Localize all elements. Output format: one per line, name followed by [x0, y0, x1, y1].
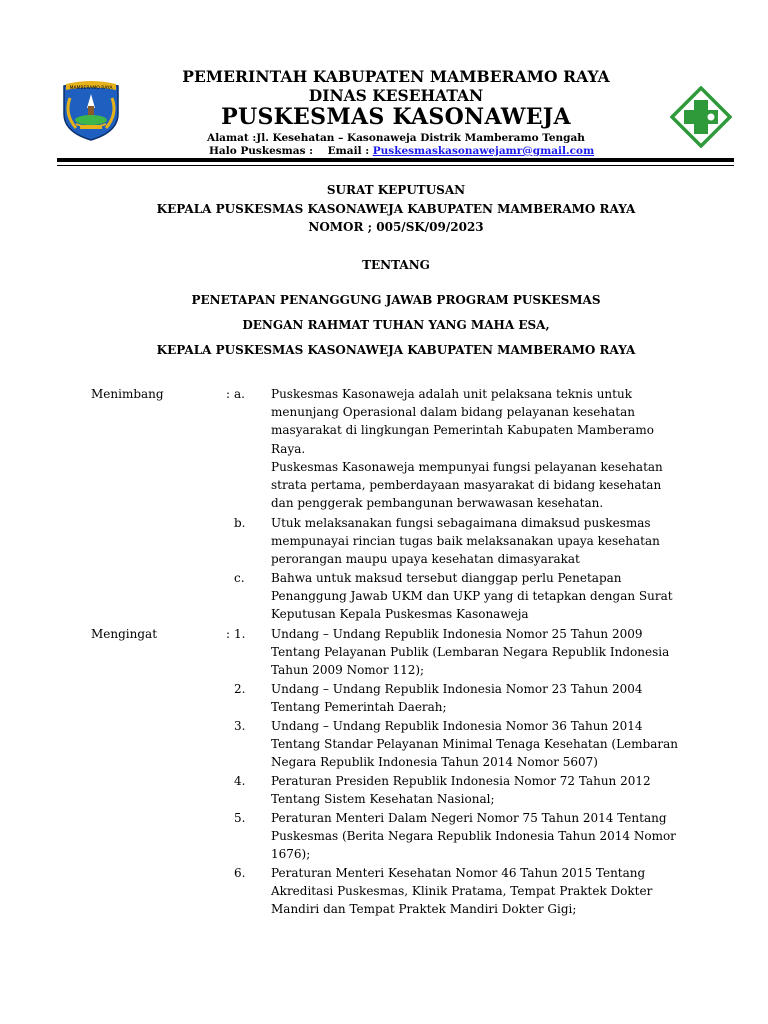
mengingat-colon: :: [226, 627, 231, 641]
address-line: Alamat :Jl. Kesehatan – Kasonaweja Distrik Mamberamo Tengah: [207, 132, 585, 144]
mengingat-1-line: Tentang Pelayanan Publik (Lembaran Negara Republik Indonesia: [271, 645, 670, 659]
menimbang-b-line: perorangan maupu upaya kesehatan dimasyarakat: [271, 552, 580, 566]
menimbang-c-line: Bahwa untuk maksud tersebut dianggap perlu Penetapan: [271, 571, 622, 585]
menimbang-num-b: b.: [234, 516, 246, 530]
email-link[interactable]: Puskesmaskasonawejamr@gmail.com: [372, 145, 595, 157]
decree-title: SURAT KEPUTUSAN: [326, 183, 466, 197]
mengingat-1-line: Undang – Undang Republik Indonesia Nomor 25 Tahun 2009: [271, 627, 643, 641]
health-cross-icon: [670, 86, 732, 148]
mengingat-1-line: Tahun 2009 Nomor 112);: [271, 663, 425, 677]
government-name: PEMERINTAH KABUPATEN MAMBERAMO RAYA: [182, 67, 610, 86]
menimbang-c-line: Keputusan Kepala Puskesmas Kasonaweja: [271, 607, 529, 621]
menimbang-b-line: Utuk melaksanakan fungsi sebagaimana dimaksud puskesmas: [271, 516, 651, 530]
decree-issuer: KEPALA PUSKESMAS KASONAWEJA KABUPATEN MAMBERAMO RAYA: [156, 202, 636, 216]
mengingat-num-3: 3.: [234, 719, 246, 733]
mengingat-5-line: Puskesmas (Berita Negara Republik Indonesia Tahun 2014 Nomor: [271, 829, 676, 843]
menimbang-label: Menimbang: [91, 387, 164, 401]
menimbang-a-line: Raya.: [271, 442, 306, 456]
mengingat-2-line: Tentang Pemerintah Daerah;: [271, 700, 447, 714]
menimbang-a-line: masyarakat di lingkungan Pemerintah Kabupaten Mamberamo: [271, 423, 654, 437]
puskesmas-name: PUSKESMAS KASONAWEJA: [221, 104, 571, 130]
mengingat-6-line: Mandiri dan Tempat Praktek Mandiri Dokter Gigi;: [271, 902, 577, 916]
mengingat-5-line: 1676);: [271, 847, 311, 861]
menimbang-a-line: strata pertama, pemberdayaan masyarakat di bidang kesehatan: [271, 478, 662, 492]
decree-subject: PENETAPAN PENANGGUNG JAWAB PROGRAM PUSKESMAS: [191, 293, 601, 307]
menimbang-a-line: dan penggerak pembangunan berwawasan kesehatan.: [271, 496, 604, 510]
mengingat-6-line: Peraturan Menteri Kesehatan Nomor 46 Tahun 2015 Tentang: [271, 866, 646, 880]
mengingat-4-line: Peraturan Presiden Republik Indonesia Nomor 72 Tahun 2012: [271, 774, 651, 788]
menimbang-num-a: a.: [234, 387, 245, 401]
contact-prefix: Halo Puskesmas : Email :: [209, 145, 373, 157]
menimbang-c-line: Penanggung Jawab UKM dan UKP yang di tetapkan dengan Surat: [271, 589, 673, 603]
mengingat-6-line: Akreditasi Puskesmas, Klinik Pratama, Tempat Praktek Dokter: [271, 884, 653, 898]
menimbang-colon: :: [226, 387, 231, 401]
mengingat-num-6: 6.: [234, 866, 246, 880]
mengingat-label: Mengingat: [91, 627, 158, 641]
menimbang-a-line: menunjang Operasional dalam bidang pelayanan kesehatan: [271, 405, 635, 419]
mengingat-num-4: 4.: [234, 774, 246, 788]
mengingat-5-line: Peraturan Menteri Dalam Negeri Nomor 75 Tahun 2014 Tentang: [271, 811, 667, 825]
mengingat-num-2: 2.: [234, 682, 246, 696]
mengingat-3-line: Negara Republik Indonesia Tahun 2014 Nomor 5607): [271, 755, 598, 769]
mengingat-4-line: Tentang Sistem Kesehatan Nasional;: [271, 792, 495, 806]
rahmat-line: DENGAN RAHMAT TUHAN YANG MAHA ESA,: [242, 318, 550, 332]
menimbang-num-c: c.: [234, 571, 245, 585]
mengingat-3-line: Undang – Undang Republik Indonesia Nomor 36 Tahun 2014: [271, 719, 643, 733]
letterhead-rule-thin: [57, 165, 734, 166]
tentang-heading: TENTANG: [362, 258, 430, 272]
letterhead-rule-thick: [57, 158, 734, 162]
department-name: DINAS KESEHATAN: [308, 86, 484, 105]
mengingat-num-5: 5.: [234, 811, 246, 825]
menimbang-b-line: mempunayai rincian tugas baik melaksanakan upaya kesehatan: [271, 534, 660, 548]
letterhead: [0, 0, 768, 168]
menimbang-a-line: Puskesmas Kasonaweja adalah unit pelaksana teknis untuk: [271, 387, 632, 401]
mengingat-2-line: Undang – Undang Republik Indonesia Nomor 23 Tahun 2004: [271, 682, 643, 696]
menimbang-a-line: Puskesmas Kasonaweja mempunyai fungsi pelayanan kesehatan: [271, 460, 663, 474]
mengingat-num-1: 1.: [234, 627, 246, 641]
decree-number: NOMOR ; 005/SK/09/2023: [308, 220, 484, 234]
contact-line: [209, 145, 594, 157]
kepala-line: KEPALA PUSKESMAS KASONAWEJA KABUPATEN MAMBERAMO RAYA: [156, 343, 636, 357]
emblem-text: MAMBERAMO RAYA: [69, 86, 113, 91]
mengingat-3-line: Tentang Standar Pelayanan Minimal Tenaga Kesehatan (Lembaran: [271, 737, 678, 751]
